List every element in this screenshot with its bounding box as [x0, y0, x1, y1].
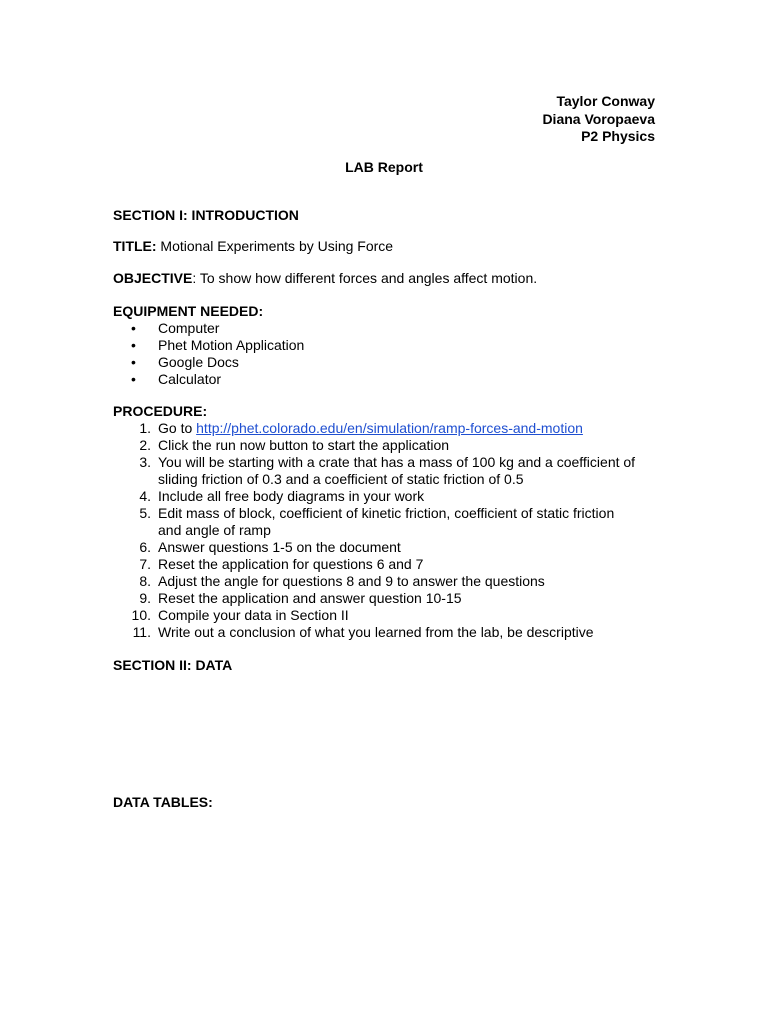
equipment-item: • Phet Motion Application [131, 337, 305, 353]
equipment-heading: EQUIPMENT NEEDED: [113, 303, 264, 319]
procedure-step-6: 6. Answer questions 1-5 on the document [139, 539, 401, 555]
procedure-step-7: 7. Reset the application for questions 6 and 7 [139, 556, 424, 572]
equipment-item: • Calculator [131, 371, 222, 387]
bullet-icon: • [131, 354, 136, 370]
procedure-step-3-continued: sliding friction of 0.3 and a coefficient of static friction of 0.5 [158, 471, 524, 487]
procedure-heading: PROCEDURE: [113, 403, 208, 419]
procedure-step-9: 9. Reset the application and answer question 10-15 [139, 590, 462, 606]
procedure-list-container [113, 420, 673, 641]
procedure-step-2: 2. Click the run now button to start the application [139, 437, 450, 453]
procedure-step-3: 3. You will be starting with a crate that has a mass of 100 kg and a coefficient of [139, 454, 636, 470]
equipment-list [113, 320, 673, 388]
section-2-heading: SECTION II: DATA [113, 657, 233, 673]
title-label: TITLE: [113, 238, 157, 254]
objective-label: OBJECTIVE [113, 270, 193, 286]
title-line [113, 238, 673, 255]
procedure-step-10: 10. Compile your data in Section II [131, 607, 349, 623]
procedure-step-5: 5. Edit mass of block, coefficient of kinetic friction, coefficient of static friction [139, 505, 615, 521]
procedure-step-1: 1. Go to http://phet.colorado.edu/en/simulation/ramp-forces-and-motion [139, 420, 583, 436]
title-value: Motional Experiments by Using Force [156, 238, 394, 254]
bullet-icon: • [131, 320, 136, 336]
equipment-item: • Google Docs [131, 354, 239, 370]
bullet-icon: • [131, 371, 136, 387]
data-tables-heading: DATA TABLES: [113, 794, 213, 810]
phet-simulation-link[interactable]: http://phet.colorado.edu/en/simulation/ramp-forces-and-motion [196, 420, 583, 436]
equipment-item: • Computer [131, 320, 220, 336]
class-name: P2 Physics [581, 128, 655, 144]
procedure-step-11: 11. Write out a conclusion of what you learned from the lab, be descriptive [132, 624, 594, 640]
procedure-step-5-continued: and angle of ramp [158, 522, 271, 538]
author-block [542, 93, 655, 146]
objective-line [113, 270, 673, 287]
author-name-1: Taylor Conway [556, 93, 655, 109]
equipment-list-container [113, 320, 673, 388]
objective-value: : To show how different forces and angles affect motion. [192, 270, 538, 286]
procedure-step-4: 4. Include all free body diagrams in your work [139, 488, 425, 504]
procedure-list [113, 420, 673, 641]
document-title: LAB Report [345, 159, 423, 175]
procedure-step-8: 8. Adjust the angle for questions 8 and 9 to answer the questions [139, 573, 545, 589]
bullet-icon: • [131, 337, 136, 353]
author-name-2: Diana Voropaeva [542, 110, 655, 127]
section-1-heading: SECTION I: INTRODUCTION [113, 207, 299, 223]
